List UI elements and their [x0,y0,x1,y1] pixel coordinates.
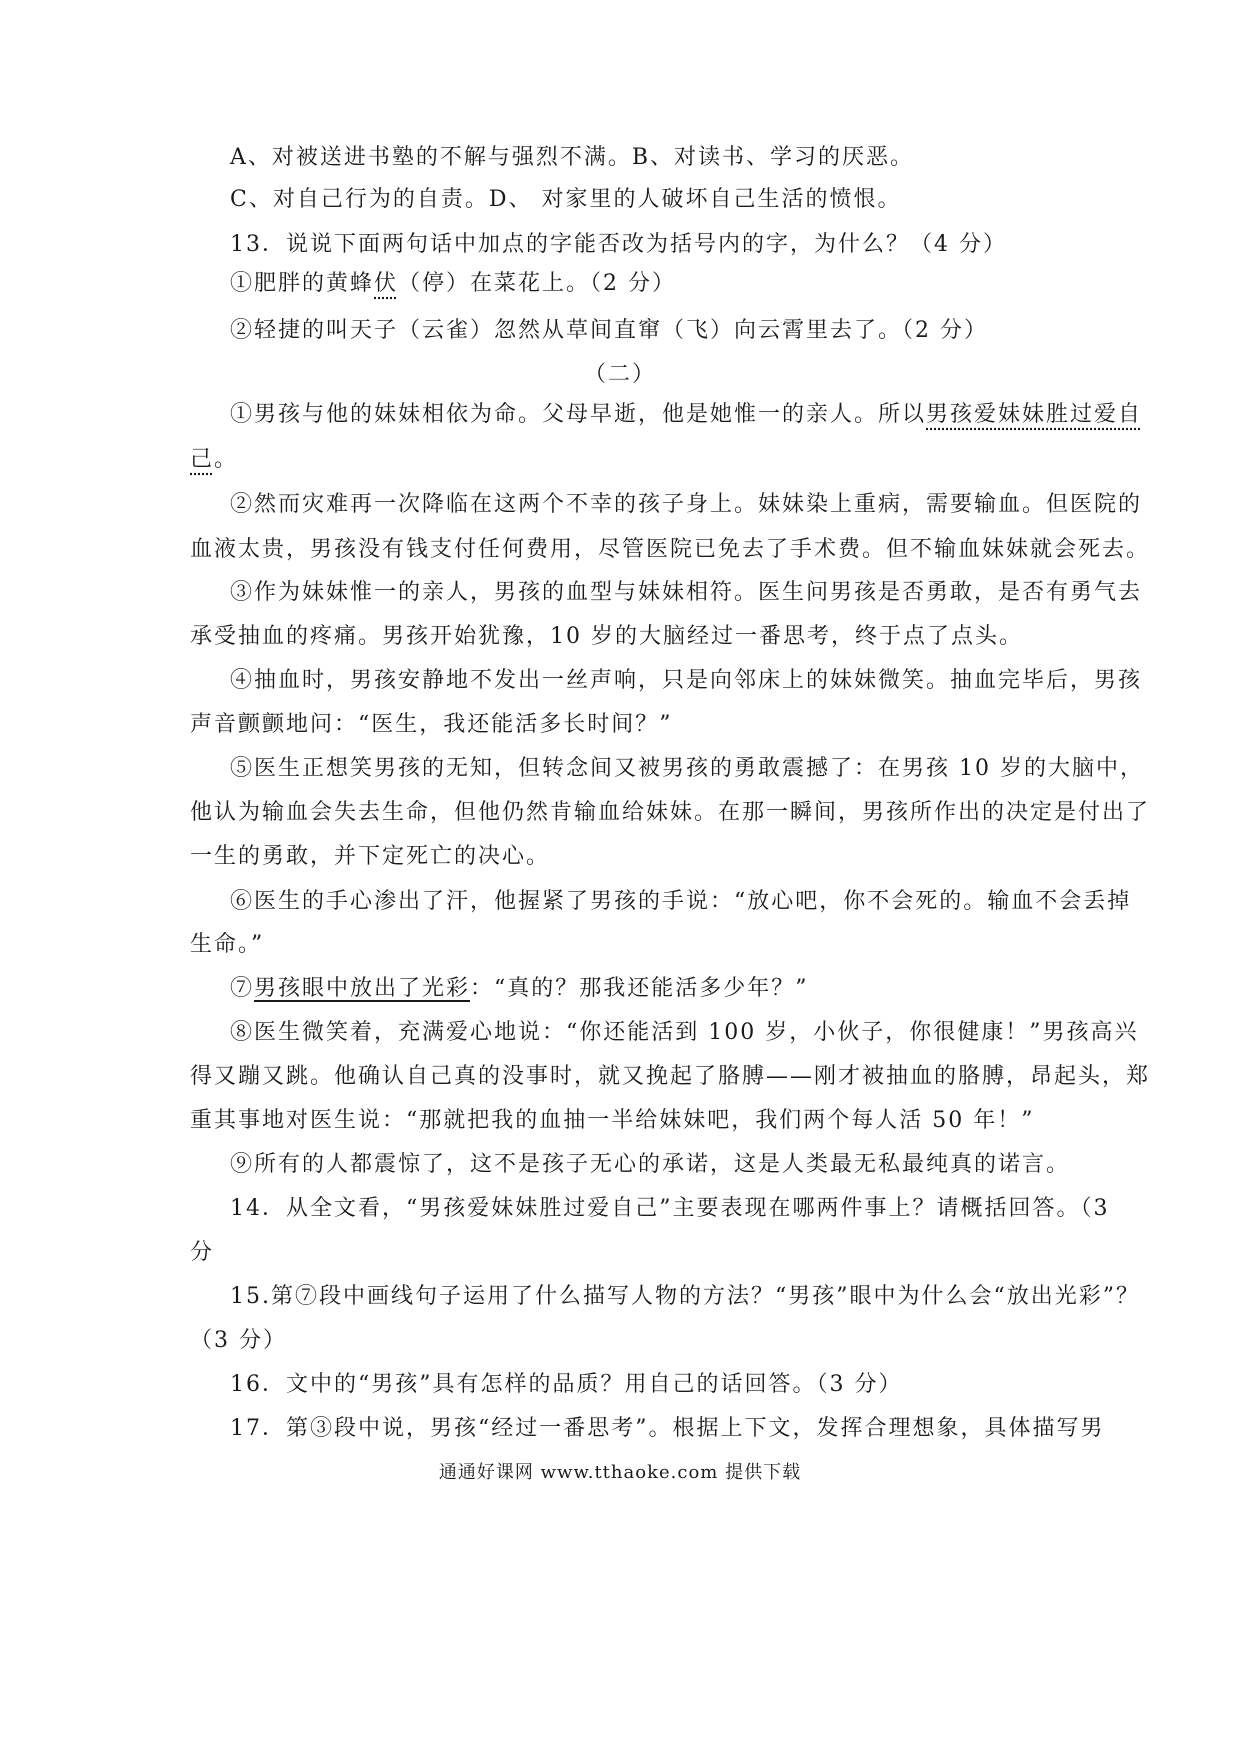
text-segment: ：“真的？那我还能活多少年？” [470,976,809,1001]
question-13: 13．说说下面两句话中加点的字能否改为括号内的字，为什么？（4 分） [230,232,1007,257]
paragraph-5-line-1: ⑤医生正想笑男孩的无知，但转念间又被男孩的勇敢震撼了：在男孩 10 岁的大脑中， [230,756,1144,781]
paragraph-8-line-2: 得又蹦又跳。他确认自己真的没事时，就又挽起了胳膊——刚才被抽血的胳膊，昂起头，郑 [190,1064,1151,1089]
text-segment: ⑦ [230,976,255,1001]
paragraph-6-line-2: 生命。” [190,932,265,957]
text-segment: ①肥胖的黄蜂 [230,271,375,296]
paragraph-7 [230,974,809,1004]
page-footer: 通通好课网 www.tthaoke.com 提供下载 [438,1462,802,1483]
text-segment: ①男孩与他的妹妹相依为命。父母早逝，他是她惟一的亲人。所以 [230,402,927,427]
paragraph-3-line-1: ③作为妹妹惟一的亲人，男孩的血型与妹妹相符。医生问男孩是否勇敢，是否有勇气去 [230,580,1143,605]
question-17: 17．第③段中说，男孩“经过一番思考”。根据上下文，发挥合理想象，具体描写男 [230,1416,1105,1441]
paragraph-2-line-2: 血液太贵，男孩没有钱支付任何费用，尽管医院已免去了手术费。但不输血妹妹就会死去。 [190,537,1151,562]
question-14-line-2: 分 [190,1240,215,1265]
dotted-character: 己 [190,447,215,472]
dotted-character: 伏 [374,271,399,296]
paragraph-8-line-3: 重其事地对医生说：“那就把我的血抽一半给妹妹吧，我们两个每人活 50 年！” [190,1108,1035,1133]
paragraph-3-line-2: 承受抽血的疼痛。男孩开始犹豫，10 岁的大脑经过一番思考，终于点了点头。 [190,624,1023,649]
text-segment: （停）在菜花上。（2 分） [398,271,677,296]
question-15-line-2: （3 分） [190,1328,287,1353]
dotted-phrase: 男孩爱妹妹胜过爱自 [926,402,1143,427]
underlined-sentence: 男孩眼中放出了光彩 [254,976,471,1001]
option-a-b: A、对被送进书塾的不解与强烈不满。B、对读书、学习的厌恶。 [230,145,915,170]
text-segment: 。 [214,447,239,472]
paragraph-8-line-1: ⑧医生微笑着，充满爱心地说：“你还能活到 100 岁，小伙子，你很健康！”男孩高兴 [230,1020,1139,1045]
question-15-line-1: 15.第⑦段中画线句子运用了什么描写人物的方法？“男孩”眼中为什么会“放出光彩”？ [230,1284,1140,1309]
paragraph-1-line-2 [190,445,238,475]
question-13-sentence-2: ②轻捷的叫天子（云雀）忽然从草间直窜（飞）向云霄里去了。（2 分） [230,318,988,343]
question-13-sentence-1 [230,269,676,299]
question-14-line-1: 14．从全文看，“男孩爱妹妹胜过爱自己”主要表现在哪两件事上？请概括回答。（3 [230,1196,1110,1221]
paragraph-1-line-1 [230,400,1142,430]
paragraph-4-line-2: 声音颤颤地问：“医生，我还能活多长时间？” [190,712,673,737]
paragraph-4-line-1: ④抽血时，男孩安静地不发出一丝声响，只是向邻床上的妹妹微笑。抽血完毕后，男孩 [230,668,1143,693]
paragraph-9: ⑨所有的人都震惊了，这不是孩子无心的承诺，这是人类最无私最纯真的诺言。 [230,1152,1071,1177]
option-c-d: C、对自己行为的自责。D、 对家里的人破坏自己生活的愤恨。 [230,187,902,212]
paragraph-2-line-1: ②然而灾难再一次降临在这两个不幸的孩子身上。妹妹染上重病，需要输血。但医院的 [230,492,1143,517]
section-heading: （二） [583,362,656,387]
paragraph-5-line-2: 他认为输血会失去生命，但他仍然肯输血给妹妹。在那一瞬间，男孩所作出的决定是付出了 [190,800,1151,825]
paragraph-6-line-1: ⑥医生的手心渗出了汗，他握紧了男孩的手说：“放心吧，你不会死的。输血不会丢掉 [230,889,1132,914]
question-16: 16．文中的“男孩”具有怎样的品质？用自己的话回答。（3 分） [230,1372,903,1397]
paragraph-5-line-3: 一生的勇敢，并下定死亡的决心。 [190,844,551,869]
